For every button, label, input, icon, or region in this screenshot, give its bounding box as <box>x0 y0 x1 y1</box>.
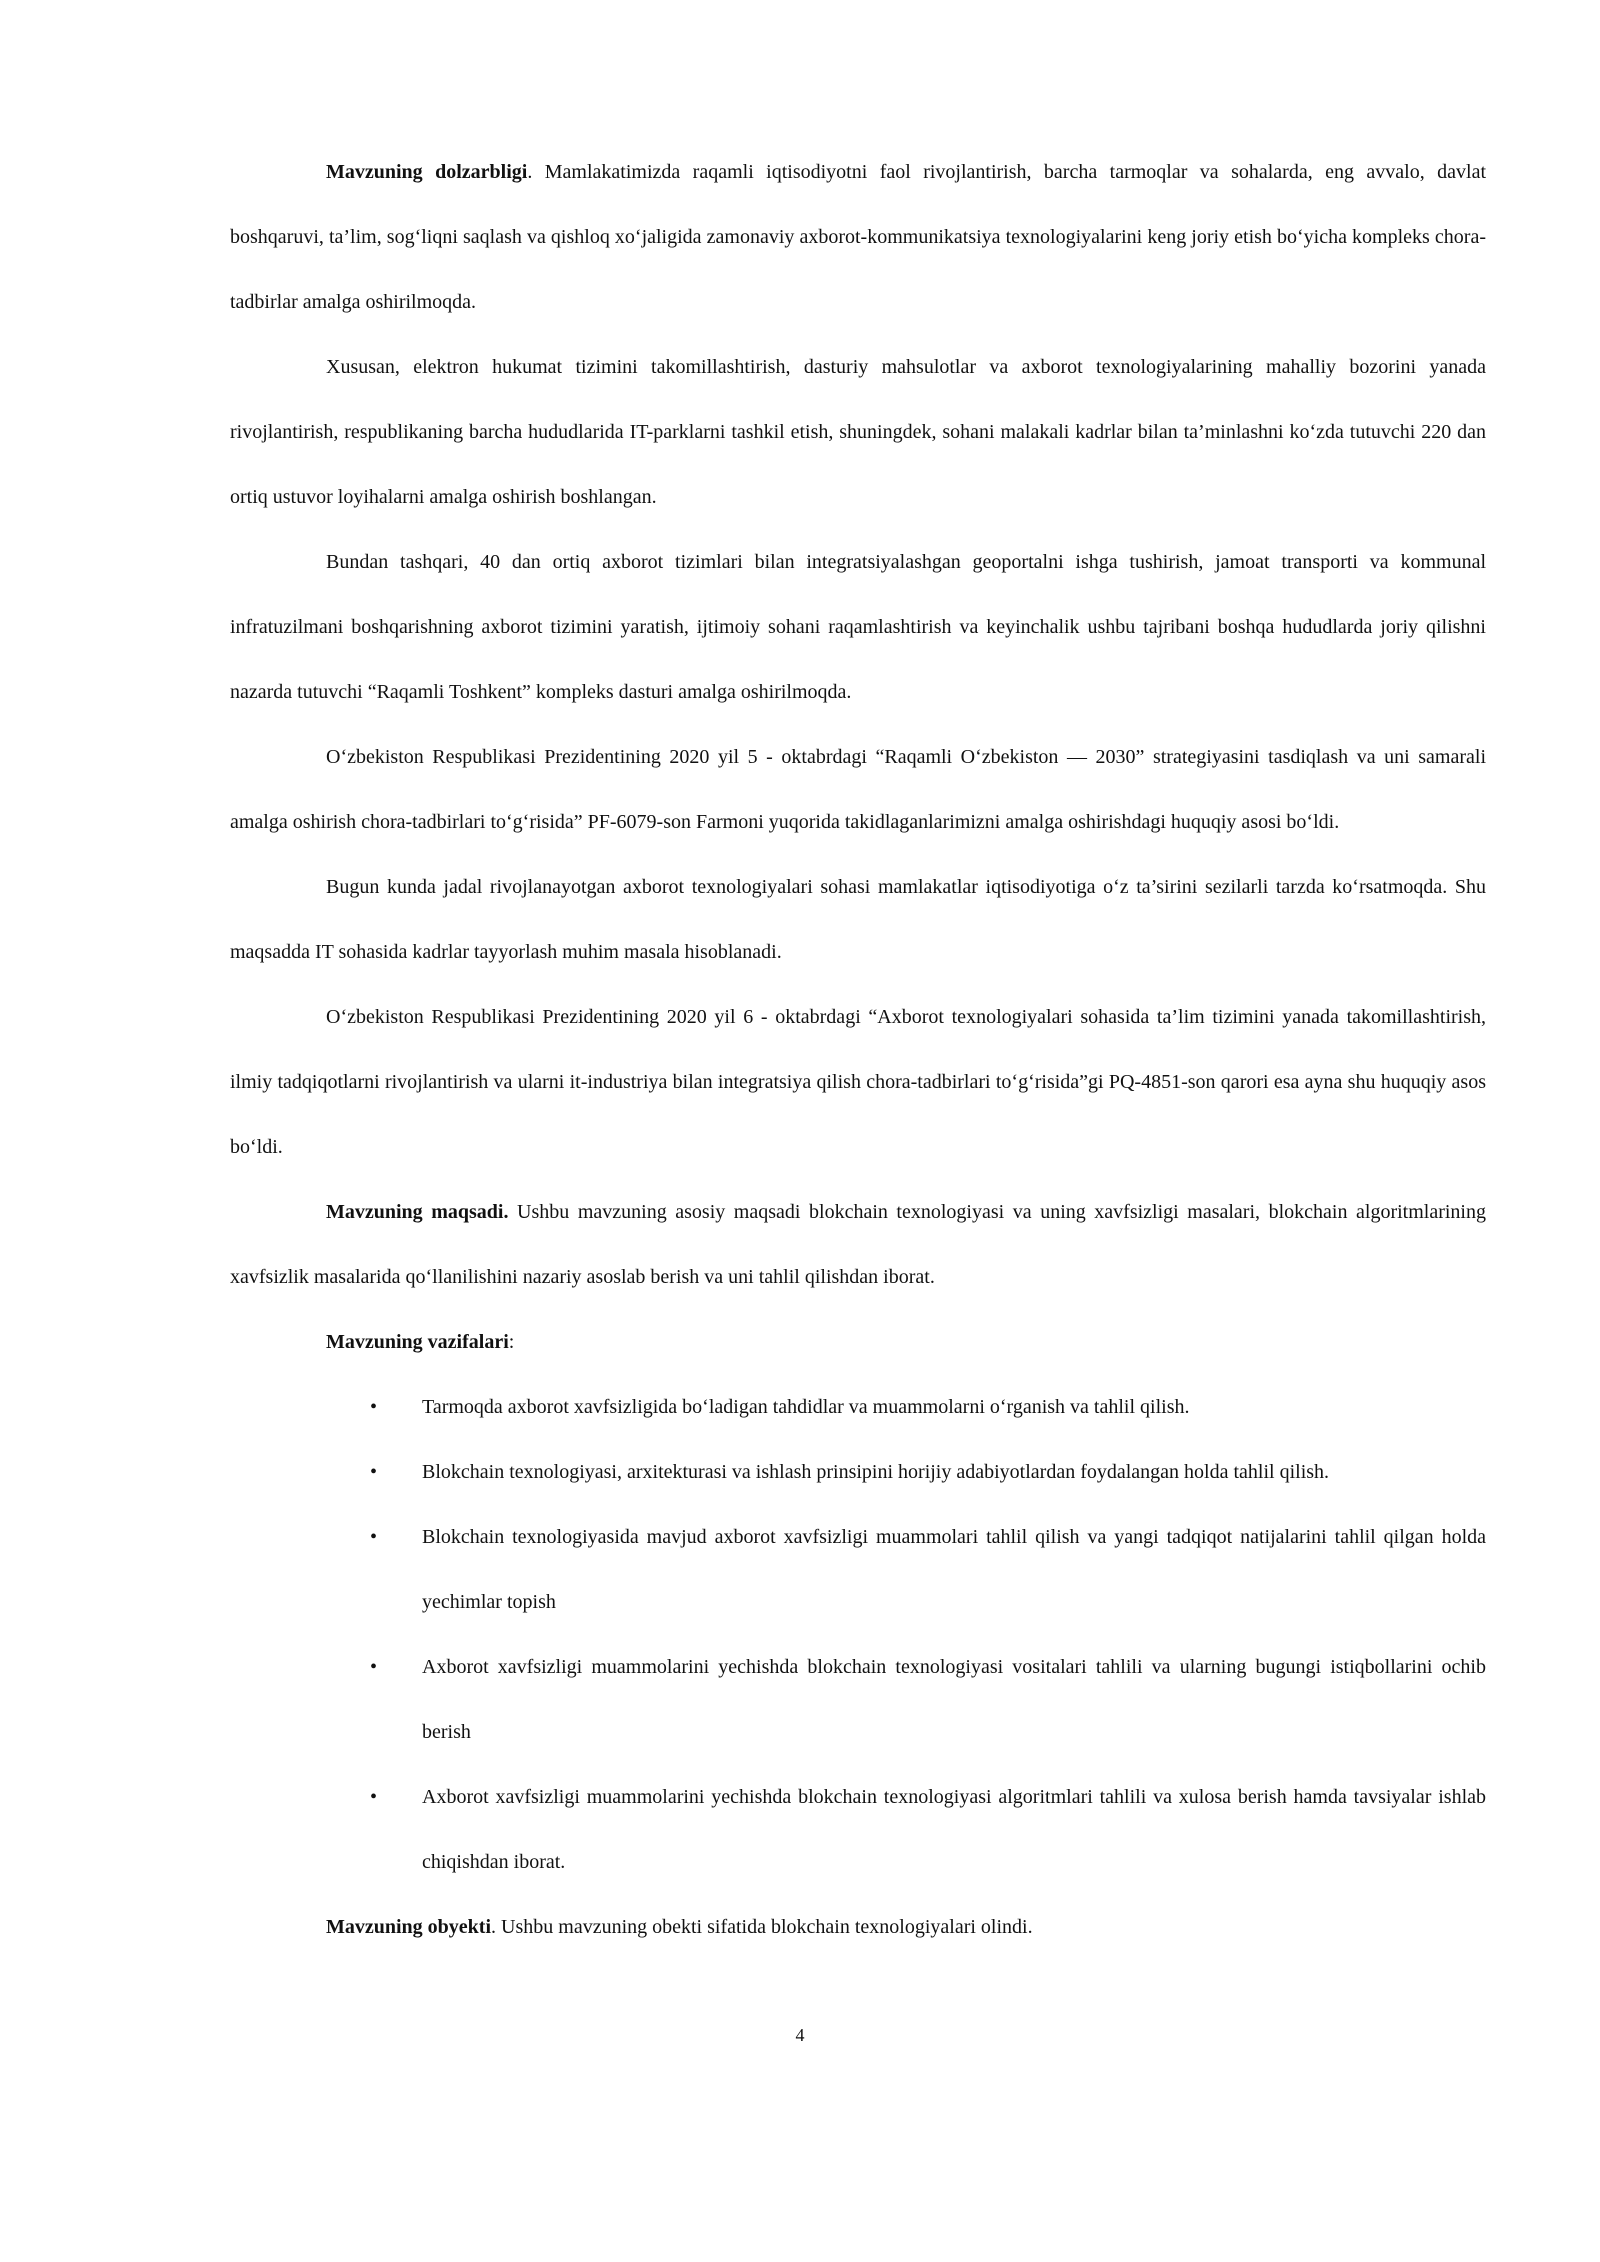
heading-goal: Mavzuning maqsadi. <box>326 1201 509 1223</box>
list-item-text: Tarmoqda axborot xavfsizligida bo‘ladigan tahdidlar va muammolarni o‘rganish va tahlil qilish. <box>422 1396 1190 1418</box>
paragraph-digital-tashkent: Bundan tashqari, 40 dan ortiq axborot tizimlari bilan integratsiyalashgan geoportalni ishga tushirish, jamoat transporti va kommunal infratuzilmani boshqarishning axborot tizimini yaratish, ijtimoiy sohani raqamlashtirish va keyinchalik ushbu tajribani boshqa hududlarda joriy qilishni nazarda tutuvchi “Raqamli Toshkent” kompleks dasturi amalga oshirilmoqda. <box>230 551 1486 703</box>
list-item <box>230 1375 1486 1440</box>
text-object: . Ushbu mavzuning obekti sifatida blokchain texnologiyalari olindi. <box>491 1916 1033 1938</box>
bullet-icon: • <box>370 1526 378 1548</box>
bullet-icon: • <box>370 1786 378 1808</box>
list-item <box>230 1505 1486 1635</box>
paragraph-it-sector: Bugun kunda jadal rivojlanayotgan axborot texnologiyalari sohasi mamlakatlar iqtisodiyotiga o‘z ta’sirini sezilarli tarzda ko‘rsatmoqda. Shu maqsadda IT sohasida kadrlar tayyorlash muhim masala hisoblanadi. <box>230 876 1486 963</box>
text-goal: Ushbu mavzuning asosiy maqsadi blokchain texnologiyasi va uning xavfsizligi masalari, blokchain algoritmlarining xavfsizlik masalarida qo‘llanilishini nazariy asoslab berish va uni tahlil qilishdan iborat. <box>230 1201 1486 1288</box>
tasks-heading-suffix: : <box>508 1331 515 1353</box>
list-item <box>230 1765 1486 1895</box>
heading-object: Mavzuning obyekti <box>326 1916 492 1938</box>
paragraph-decree-pf6079: O‘zbekiston Respublikasi Prezidentining 2020 yil 5 - oktabrdagi “Raqamli O‘zbekiston — 2030” strategiyasini tasdiqlash va uni samarali amalga oshirish chora-tadbirlari to‘g‘risida” PF-6079-son Farmoni yuqorida takidlaganlarimizni amalga oshirishdagi huquqiy asosi bo‘ldi. <box>230 746 1486 833</box>
paragraph-egovernment: Xususan, elektron hukumat tizimini takomillashtirish, dasturiy mahsulotlar va axborot texnologiyalarining mahalliy bozorini yanada rivojlantirish, respublikaning barcha hududlarida IT-parklarni tashkil etish, shuningdek, sohani malakali kadrlar bilan ta’minlashni ko‘zda tutuvchi 220 dan ortiq ustuvor loyihalarni amalga oshirish boshlangan. <box>230 356 1486 508</box>
page-number: 4 <box>795 2025 805 2045</box>
heading-relevance: Mavzuning dolzarbligi <box>326 161 528 183</box>
heading-tasks: Mavzuning vazifalari <box>326 1331 509 1353</box>
paragraph-object <box>230 1895 1486 1960</box>
bullet-icon: • <box>370 1461 378 1483</box>
list-item <box>230 1635 1486 1765</box>
paragraph-tasks-heading <box>230 1310 1486 1375</box>
list-item-text: Blokchain texnologiyasida mavjud axborot xavfsizligi muammolari tahlil qilish va yangi tadqiqot natijalarini tahlil qilgan holda yechimlar topish <box>422 1526 1486 1613</box>
paragraph-relevance <box>230 140 1486 335</box>
paragraph-goal <box>230 1180 1486 1310</box>
bullet-icon: • <box>370 1656 378 1678</box>
paragraph-resolution-pq4851: O‘zbekiston Respublikasi Prezidentining 2020 yil 6 - oktabrdagi “Axborot texnologiyalari sohasida ta’lim tizimini yanada takomillashtirish, ilmiy tadqiqotlarni rivojlantirish va ularni it-industriya bilan integratsiya qilish chora-tadbirlari to‘g‘risida”gi PQ-4851-son qarori esa ayna shu huquqiy asos bo‘ldi. <box>230 1006 1486 1158</box>
document-page <box>230 140 1486 1960</box>
list-item-text: Axborot xavfsizligi muammolarini yechishda blokchain texnologiyasi algoritmlari tahlili va xulosa berish hamda tavsiyalar ishlab chiqishdan iborat. <box>422 1786 1486 1873</box>
bullet-icon: • <box>370 1396 378 1418</box>
list-item <box>230 1440 1486 1505</box>
list-item-text: Axborot xavfsizligi muammolarini yechishda blokchain texnologiyasi vositalari tahlili va ularning bugungi istiqbollarini ochib berish <box>422 1656 1486 1743</box>
list-item-text: Blokchain texnologiyasi, arxitekturasi va ishlash prinsipini horijiy adabiyotlardan foydalangan holda tahlil qilish. <box>422 1461 1330 1483</box>
tasks-list <box>230 1375 1486 1895</box>
text-relevance: . Mamlakatimizda raqamli iqtisodiyotni faol rivojlantirish, barcha tarmoqlar va sohalarda, eng avvalo, davlat boshqaruvi, ta’lim, sog‘liqni saqlash va qishloq xo‘jaligida zamonaviy axborot-kommunikatsiya texnologiyalarini keng joriy etish bo‘yicha kompleks chora-tadbirlar amalga oshirilmoqda. <box>230 161 1487 313</box>
